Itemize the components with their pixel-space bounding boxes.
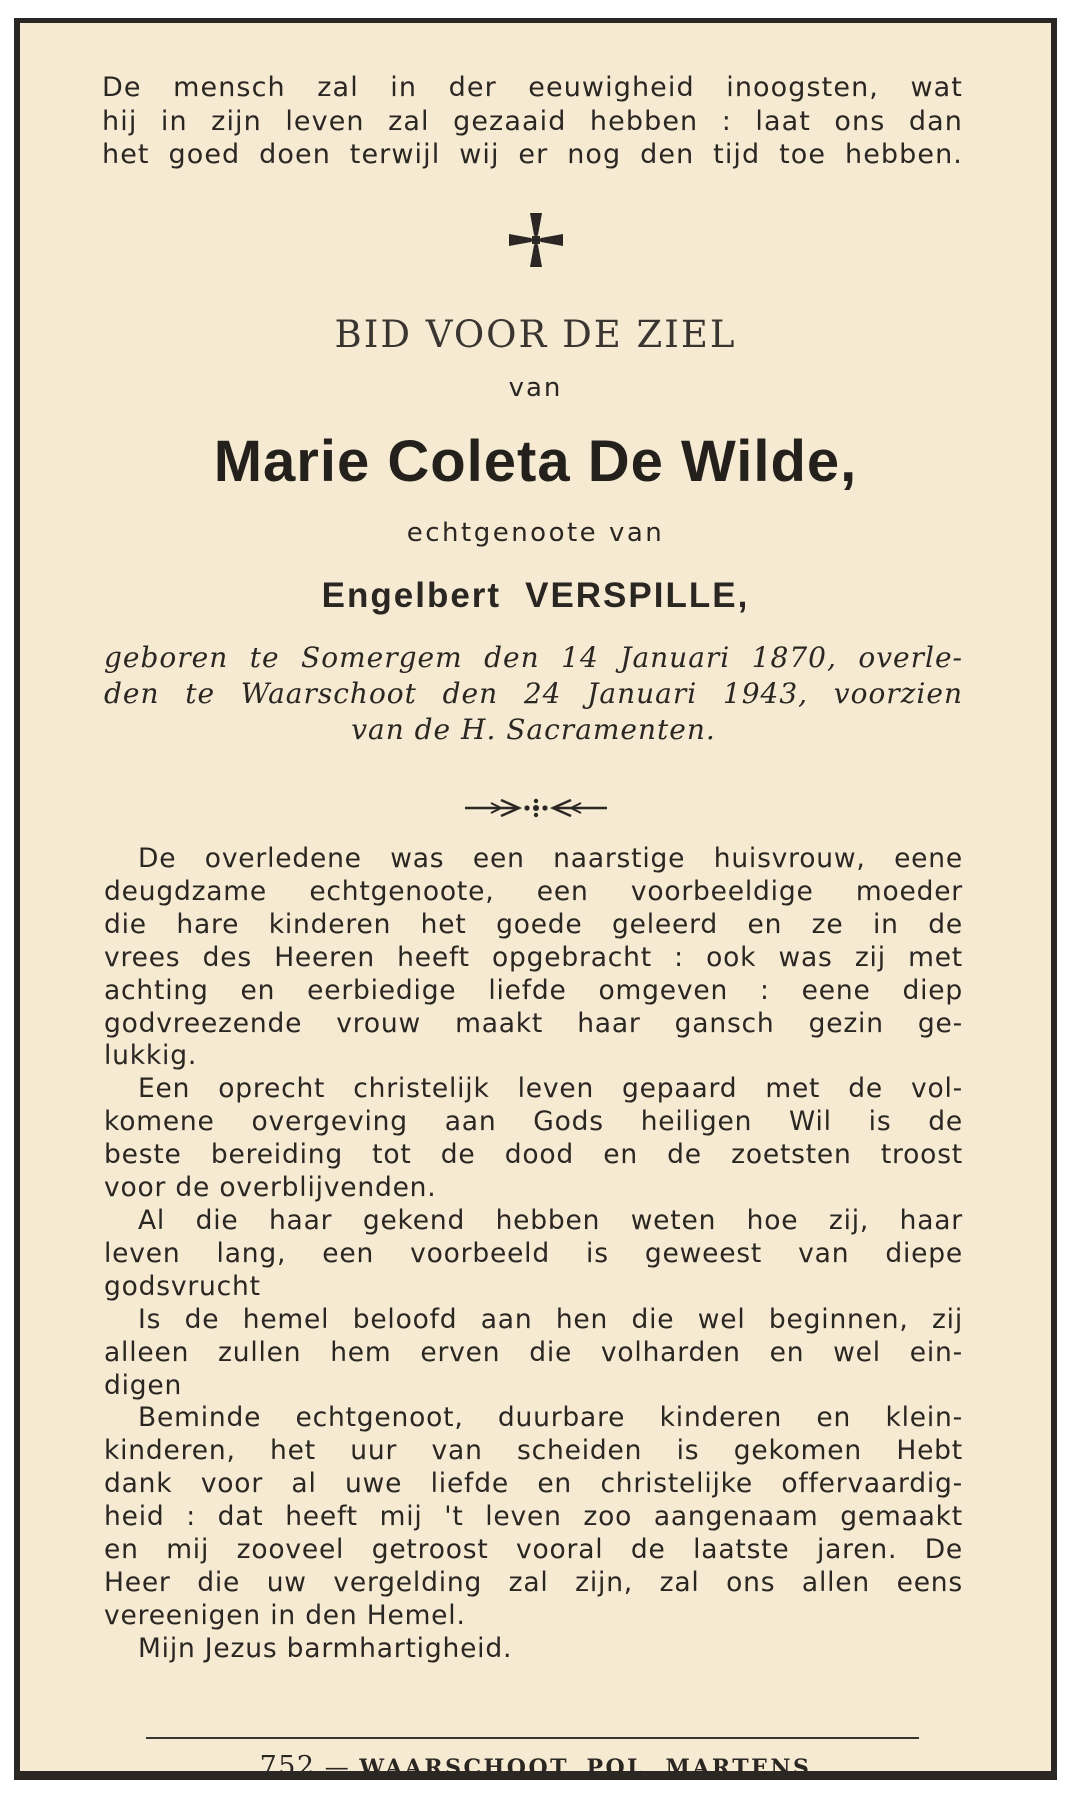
- printer-name: WAARSCHOOT. POL. MARTENS: [359, 1755, 812, 1781]
- deceased-name: Marie Coleta De Wilde,: [213, 429, 858, 494]
- eulogy-line: Een oprecht christelijk leven gepaard met de vol-: [138, 1073, 963, 1105]
- eulogy-line: deugdzame echtgenoote, een voorbeeldige moeder: [104, 875, 963, 907]
- eulogy-line: dank voor al uwe liefde en christelijke offervaardig-: [104, 1468, 963, 1500]
- motto-line: De mensch zal in der eeuwigheid inoogsten, wat: [102, 72, 963, 103]
- eulogy-line: Heer die uw vergelding zal zijn, zal ons allen eens: [104, 1566, 963, 1598]
- dates-line: geboren te Somergem den 14 Januari 1870, overle-: [104, 641, 963, 674]
- eulogy-line: godsvrucht: [104, 1270, 261, 1302]
- eulogy-text: [104, 843, 963, 1666]
- spouse-first-name: Engelbert: [321, 576, 502, 615]
- eulogy-line: voor de overblijvenden.: [104, 1172, 437, 1204]
- eulogy-line: achting en eerbiedige liefde omgeven : eene diep: [104, 974, 963, 1006]
- spouse-last-name: VERSPILLE,: [525, 576, 750, 615]
- eulogy-line: alleen zullen hem erven die volharden en wel ein-: [104, 1336, 963, 1368]
- dates-line: van de H. Sacramenten.: [351, 713, 716, 746]
- eulogy-line: Is de hemel beloofd aan hen die wel beginnen, zij: [138, 1303, 963, 1335]
- eulogy-line: Beminde echtgenoot, duurbare kinderen en klein-: [138, 1402, 963, 1434]
- eulogy-line: Mijn Jezus barmhartigheid.: [138, 1632, 513, 1664]
- footer-divider: [146, 1737, 919, 1739]
- eulogy-line: digen: [104, 1369, 183, 1401]
- printer-footer: [20, 1751, 1051, 1782]
- eulogy-line: Al die haar gekend hebben weten hoe zij, haar: [138, 1204, 963, 1236]
- eulogy-line: vrees des Heeren heeft opgebracht : ook was zij met: [104, 941, 963, 973]
- eulogy-line: en mij zooveel getroost vooral de laatste jaren. De: [104, 1534, 963, 1566]
- footer-dash: —: [324, 1753, 351, 1781]
- eulogy-line: die hare kinderen het goede geleerd en ze in de: [104, 908, 963, 940]
- arrow-ornament-icon: [20, 793, 1051, 827]
- eulogy-line: vereenigen in den Hemel.: [104, 1599, 466, 1631]
- eulogy-line: komene overgeving aan Gods heiligen Wil is de: [104, 1106, 963, 1138]
- eulogy-line: lukkig.: [104, 1040, 198, 1072]
- eulogy-line: beste bereiding tot de dood en de zoetsten troost: [104, 1139, 963, 1171]
- card-number: 752: [259, 1751, 316, 1782]
- cross-icon: [20, 211, 1051, 273]
- eulogy-line: De overledene was een naarstige huisvrouw, eene: [138, 843, 963, 874]
- motto-line: hij in zijn leven zal gezaaid hebben : laat ons dan: [102, 105, 963, 137]
- spouse-name: [20, 576, 1051, 616]
- motto-verse: [102, 71, 963, 172]
- spouse-intro: echtgenoote van: [406, 518, 665, 548]
- life-dates: [104, 640, 963, 748]
- eulogy-line: heid : dat heeft mij 't leven zoo aangenaam gemaakt: [104, 1501, 963, 1533]
- motto-line: het goed doen terwijl wij er nog den tijd toe hebben.: [102, 139, 963, 170]
- prayer-heading: BID VOOR DE ZIEL: [334, 313, 737, 356]
- eulogy-line: leven lang, een voorbeeld is geweest van diepe: [104, 1237, 963, 1269]
- memorial-card: [14, 18, 1057, 1780]
- eulogy-line: godvreezende vrouw maakt haar gansch gezin ge-: [104, 1007, 963, 1039]
- van-label: van: [508, 373, 563, 403]
- eulogy-line: kinderen, het uur van scheiden is gekomen Hebt: [104, 1435, 963, 1467]
- dates-line: den te Waarschoot den 24 Januari 1943, voorzien: [104, 677, 963, 710]
